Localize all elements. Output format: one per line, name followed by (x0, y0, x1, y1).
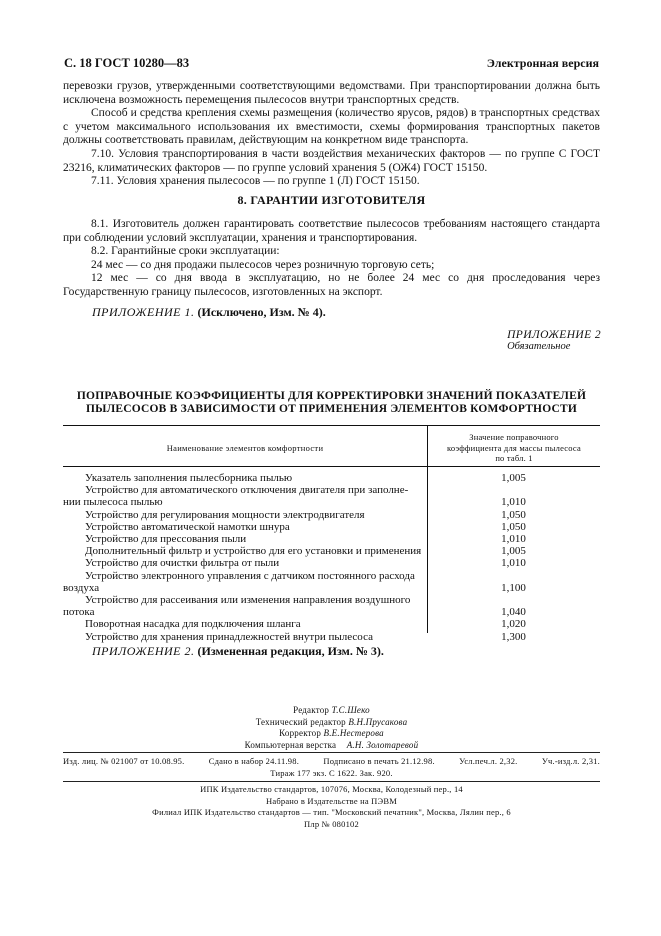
paragraph: Способ и средства крепления схемы размещения (количество ярусов, рядов) в транспортных средствах с учетом максимального использования их вместимости, схемы формирования транспортных пакетов должны соответствовать правилам, действующим на конкретном виде транспорта. (63, 107, 600, 147)
layout-name: А.Н. Золотаревой (346, 739, 419, 750)
imprint-rule (63, 752, 600, 753)
tech-editor-name: В.Н.Прусакова (348, 716, 408, 727)
layout-line (63, 740, 600, 752)
element-name (63, 594, 427, 618)
element-name-line: Дополнительный фильтр и устройство для его установки и применения (85, 545, 422, 558)
element-name-line: Устройство автоматической намотки шнура (85, 520, 290, 533)
license-text: Изд. лиц. № 021007 от 10.08.95. (63, 756, 185, 766)
paragraph: 8.2. Гарантийные сроки эксплуатации: (91, 245, 280, 258)
appendix-2-edition-label: ПРИЛОЖЕНИЕ 2. (92, 644, 195, 658)
paragraph: 7.11. Условия хранения пылесосов — по группе 1 (Л) ГОСТ 15150. (91, 175, 420, 188)
table-title-line: ПОПРАВОЧНЫЕ КОЭФФИЦИЕНТЫ ДЛЯ КОРРЕКТИРОВКИ ЗНАЧЕНИЙ ПОКАЗАТЕЛЕЙ (76, 390, 587, 402)
column-header-line: коэффициента для массы пылесоса (447, 442, 581, 453)
element-name-line: Устройство для прессования пыли (85, 533, 247, 546)
coefficient-value: 1,020 (501, 618, 526, 631)
coefficient-value: 1,010 (501, 496, 526, 509)
paragraph: 12 мес — со дня ввода в эксплуатацию, но не более 24 мес со дня проследования через Государственную границу пылесосов, изготовленных на экспорт. (63, 272, 600, 298)
coefficient-value: 1,010 (501, 533, 526, 546)
element-name-line: Устройство для очистки фильтра от пыли (85, 557, 280, 570)
element-name (63, 472, 427, 484)
imprint-credits (63, 705, 600, 751)
publisher-info (63, 784, 600, 830)
element-name (63, 618, 427, 630)
element-name (63, 631, 427, 643)
corrector-label: Корректор (279, 728, 322, 738)
appendix-2-edition-note (92, 644, 384, 659)
print-date: Подписано в печать 21.12.98. (323, 756, 435, 766)
column-header-line: по табл. 1 (495, 453, 533, 463)
table-row (63, 631, 600, 643)
page-header-standard: С. 18 ГОСТ 10280—83 (64, 56, 190, 70)
publisher-line: ИПК Издательство стандартов, 107076, Москва, Колодезный пер., 14 (200, 784, 463, 794)
coefficient-value: 1,100 (501, 581, 526, 594)
print-sheets: Усл.печ.л. 2,32. (459, 756, 518, 766)
paragraph: 24 мес — со дня продажи пылесосов через розничную торговую сеть; (91, 258, 435, 271)
table-row (63, 618, 600, 630)
table-row (63, 557, 600, 569)
circulation-line: Тираж 177 экз. С 1622. Зак. 920. (270, 767, 393, 778)
element-name (63, 557, 427, 569)
element-name-line: Устройство для хранения принадлежностей внутри пылесоса (85, 630, 373, 643)
column-header-line: Значение поправочного (469, 432, 559, 442)
column-header-name: Наименование элементов комфортности (166, 443, 324, 453)
publication-sheets: Уч.-изд.л. 2,31. (541, 756, 600, 766)
table-row (63, 533, 600, 545)
coefficient-value: 1,050 (501, 508, 526, 521)
column-header-value (428, 432, 600, 464)
coefficient-value: 1,050 (501, 520, 526, 533)
imprint-print-data (63, 756, 600, 779)
element-name-line: воздуха (63, 581, 100, 594)
element-name (63, 545, 427, 557)
table-top-rule (63, 425, 600, 426)
table-row (63, 570, 600, 594)
appendix-1-label: ПРИЛОЖЕНИЕ 1. (92, 305, 195, 319)
typeset-date: Сдано в набор 24.11.98. (208, 756, 300, 766)
editor-name: Т.С.Шеко (331, 705, 370, 715)
table-body (63, 472, 600, 643)
table-row (63, 594, 600, 618)
coefficient-value: 1,005 (501, 545, 526, 558)
layout-label: Компьютерная верстка (244, 739, 337, 750)
editor-label: Редактор (293, 705, 330, 715)
coefficient-value: 1,040 (501, 606, 526, 619)
paragraph: 8.1. Изготовитель должен гарантировать соответствие пылесосов требованиям настоящего стандарта при соблюдении условий эксплуатации, хранения и транспортирования. (63, 218, 600, 244)
element-name (63, 570, 427, 594)
imprint-rule (63, 781, 600, 782)
publisher-line: Набрано в Издательстве на ПЭВМ (266, 795, 397, 806)
tech-editor-line (63, 717, 600, 729)
element-name-line: Устройство электронного управления с датчиком постоянного расхода (85, 569, 415, 582)
element-name-line: Устройство для регулирования мощности электродвигателя (85, 508, 365, 521)
appendix-2-heading (507, 329, 601, 352)
element-name-line: потока (63, 606, 95, 619)
appendix-2-label: ПРИЛОЖЕНИЕ 2 (507, 329, 601, 341)
appendix-2-edition-status: (Измененная редакция, Изм. № 3). (197, 644, 384, 658)
corrector-name: В.Е.Нестерова (323, 728, 384, 738)
section-8-text (63, 218, 600, 300)
corrector-line (63, 728, 600, 740)
coefficient-value: 1,010 (501, 557, 526, 570)
appendix-1-note (92, 305, 326, 320)
tech-editor-label: Технический редактор (255, 716, 346, 727)
section-title: 8. ГАРАНТИИ ИЗГОТОВИТЕЛЯ (237, 193, 426, 207)
coefficient-value: 1,005 (501, 472, 526, 484)
element-name (63, 533, 427, 545)
paragraph: 7.10. Условия транспортирования в части воздействия механических факторов — по группе С ГОСТ 23216, климатических факторов — по группе условий хранения 5 (ОЖ4) ГОСТ 15150. (63, 147, 600, 174)
element-name (63, 484, 427, 508)
editor-line (63, 705, 600, 717)
element-name-line: Устройство для рассеивания или изменения направления воздушного (85, 594, 411, 607)
page-header-version: Электронная версия (486, 56, 599, 70)
coefficient-value: 1,300 (501, 630, 526, 643)
paragraph: перевозки грузов, утвержденными соответствующими ведомствами. При транспортировании должна быть исключена возможность перемещения пылесосов внутри транспортных средств. (63, 80, 600, 106)
table-row (63, 484, 600, 508)
table-title (63, 390, 600, 416)
table-row (63, 509, 600, 521)
element-name (63, 509, 427, 521)
continuation-text (63, 80, 600, 189)
publisher-line: Филиал ИПК Издательство стандартов — тип. "Московский печатник", Москва, Лялин пер., 6 (152, 807, 511, 817)
table-row (63, 472, 600, 484)
element-name-line: Устройство для автоматического отключения двигателя при заполне- (85, 484, 409, 497)
table-header-rule (63, 466, 600, 467)
appendix-1-status: (Исключено, Изм. № 4). (197, 305, 326, 319)
table-title-line: ПЫЛЕСОСОВ В ЗАВИСИМОСТИ ОТ ПРИМЕНЕНИЯ ЭЛЕМЕНТОВ КОМФОРТНОСТИ (85, 403, 578, 415)
publisher-line: Плр № 080102 (304, 818, 359, 829)
element-name-line: Поворотная насадка для подключения шланга (85, 618, 301, 631)
element-name-line: нии пылесоса пылью (63, 496, 163, 509)
table-row (63, 545, 600, 557)
element-name-line: Указатель заполнения пылесборника пылью (85, 472, 293, 484)
element-name (63, 521, 427, 533)
appendix-2-status: Обязательное (507, 341, 571, 352)
table-row (63, 521, 600, 533)
print-data-line (63, 756, 600, 768)
